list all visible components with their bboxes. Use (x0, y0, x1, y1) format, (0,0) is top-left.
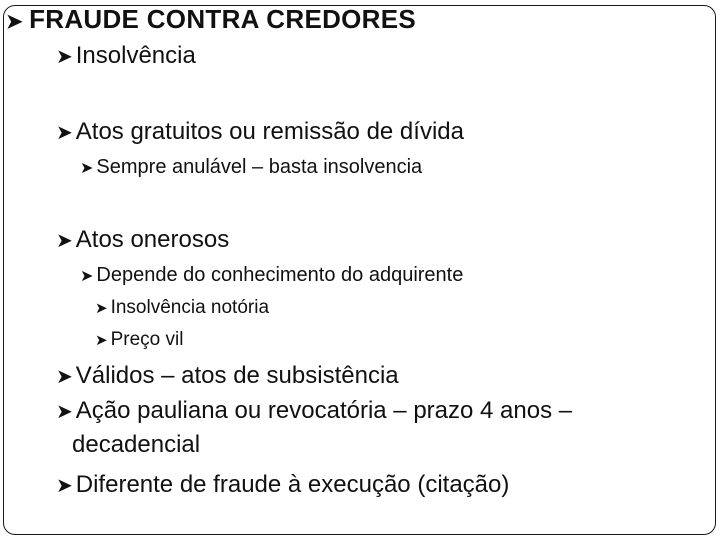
arrow-bullet-icon: ➤ (6, 11, 24, 33)
bullet-text: Depende do conhecimento do adquirente (96, 264, 464, 286)
bullet-text: Sempre anulável – basta insolvencia (96, 156, 423, 178)
arrow-bullet-icon: ➤ (95, 300, 108, 317)
sub-bullet-depende (80, 264, 463, 287)
arrow-bullet-icon: ➤ (56, 230, 73, 252)
bullet-acao-pauliana-continuation: decadencial (72, 431, 201, 458)
title-text: FRAUDE CONTRA CREDORES (29, 4, 417, 34)
bullet-atos-gratuitos (56, 118, 464, 146)
bullet-text: Atos gratuitos ou remissão de dívida (75, 118, 464, 145)
sub-sub-bullet-insolvencia-notoria (95, 297, 269, 319)
bullet-text: Ação pauliana ou revocatória – prazo 4 anos – (75, 397, 573, 424)
bullet-text: Preço vil (110, 329, 184, 350)
bullet-insolvencia (56, 42, 196, 70)
bullet-validos (56, 362, 399, 390)
sub-bullet-sempre-anulavel (80, 156, 422, 179)
bullet-text: Atos onerosos (75, 226, 230, 253)
arrow-bullet-icon: ➤ (56, 475, 73, 497)
bullet-atos-onerosos (56, 226, 229, 254)
bullet-text: Válidos – atos de subsistência (75, 362, 399, 389)
arrow-bullet-icon: ➤ (80, 160, 94, 177)
arrow-bullet-icon: ➤ (56, 46, 73, 68)
slide-title (6, 4, 416, 35)
bullet-text: Diferente de fraude à execução (citação) (75, 471, 510, 498)
arrow-bullet-icon: ➤ (95, 332, 108, 349)
arrow-bullet-icon: ➤ (56, 401, 73, 423)
bullet-text: Insolvência notória (110, 297, 270, 318)
arrow-bullet-icon: ➤ (56, 122, 73, 144)
bullet-diferente-fraude (56, 471, 509, 499)
arrow-bullet-icon: ➤ (80, 268, 94, 285)
bullet-text: Insolvência (75, 42, 196, 69)
bullet-acao-pauliana (56, 397, 572, 425)
sub-sub-bullet-preco-vil (95, 329, 183, 351)
arrow-bullet-icon: ➤ (56, 366, 73, 388)
